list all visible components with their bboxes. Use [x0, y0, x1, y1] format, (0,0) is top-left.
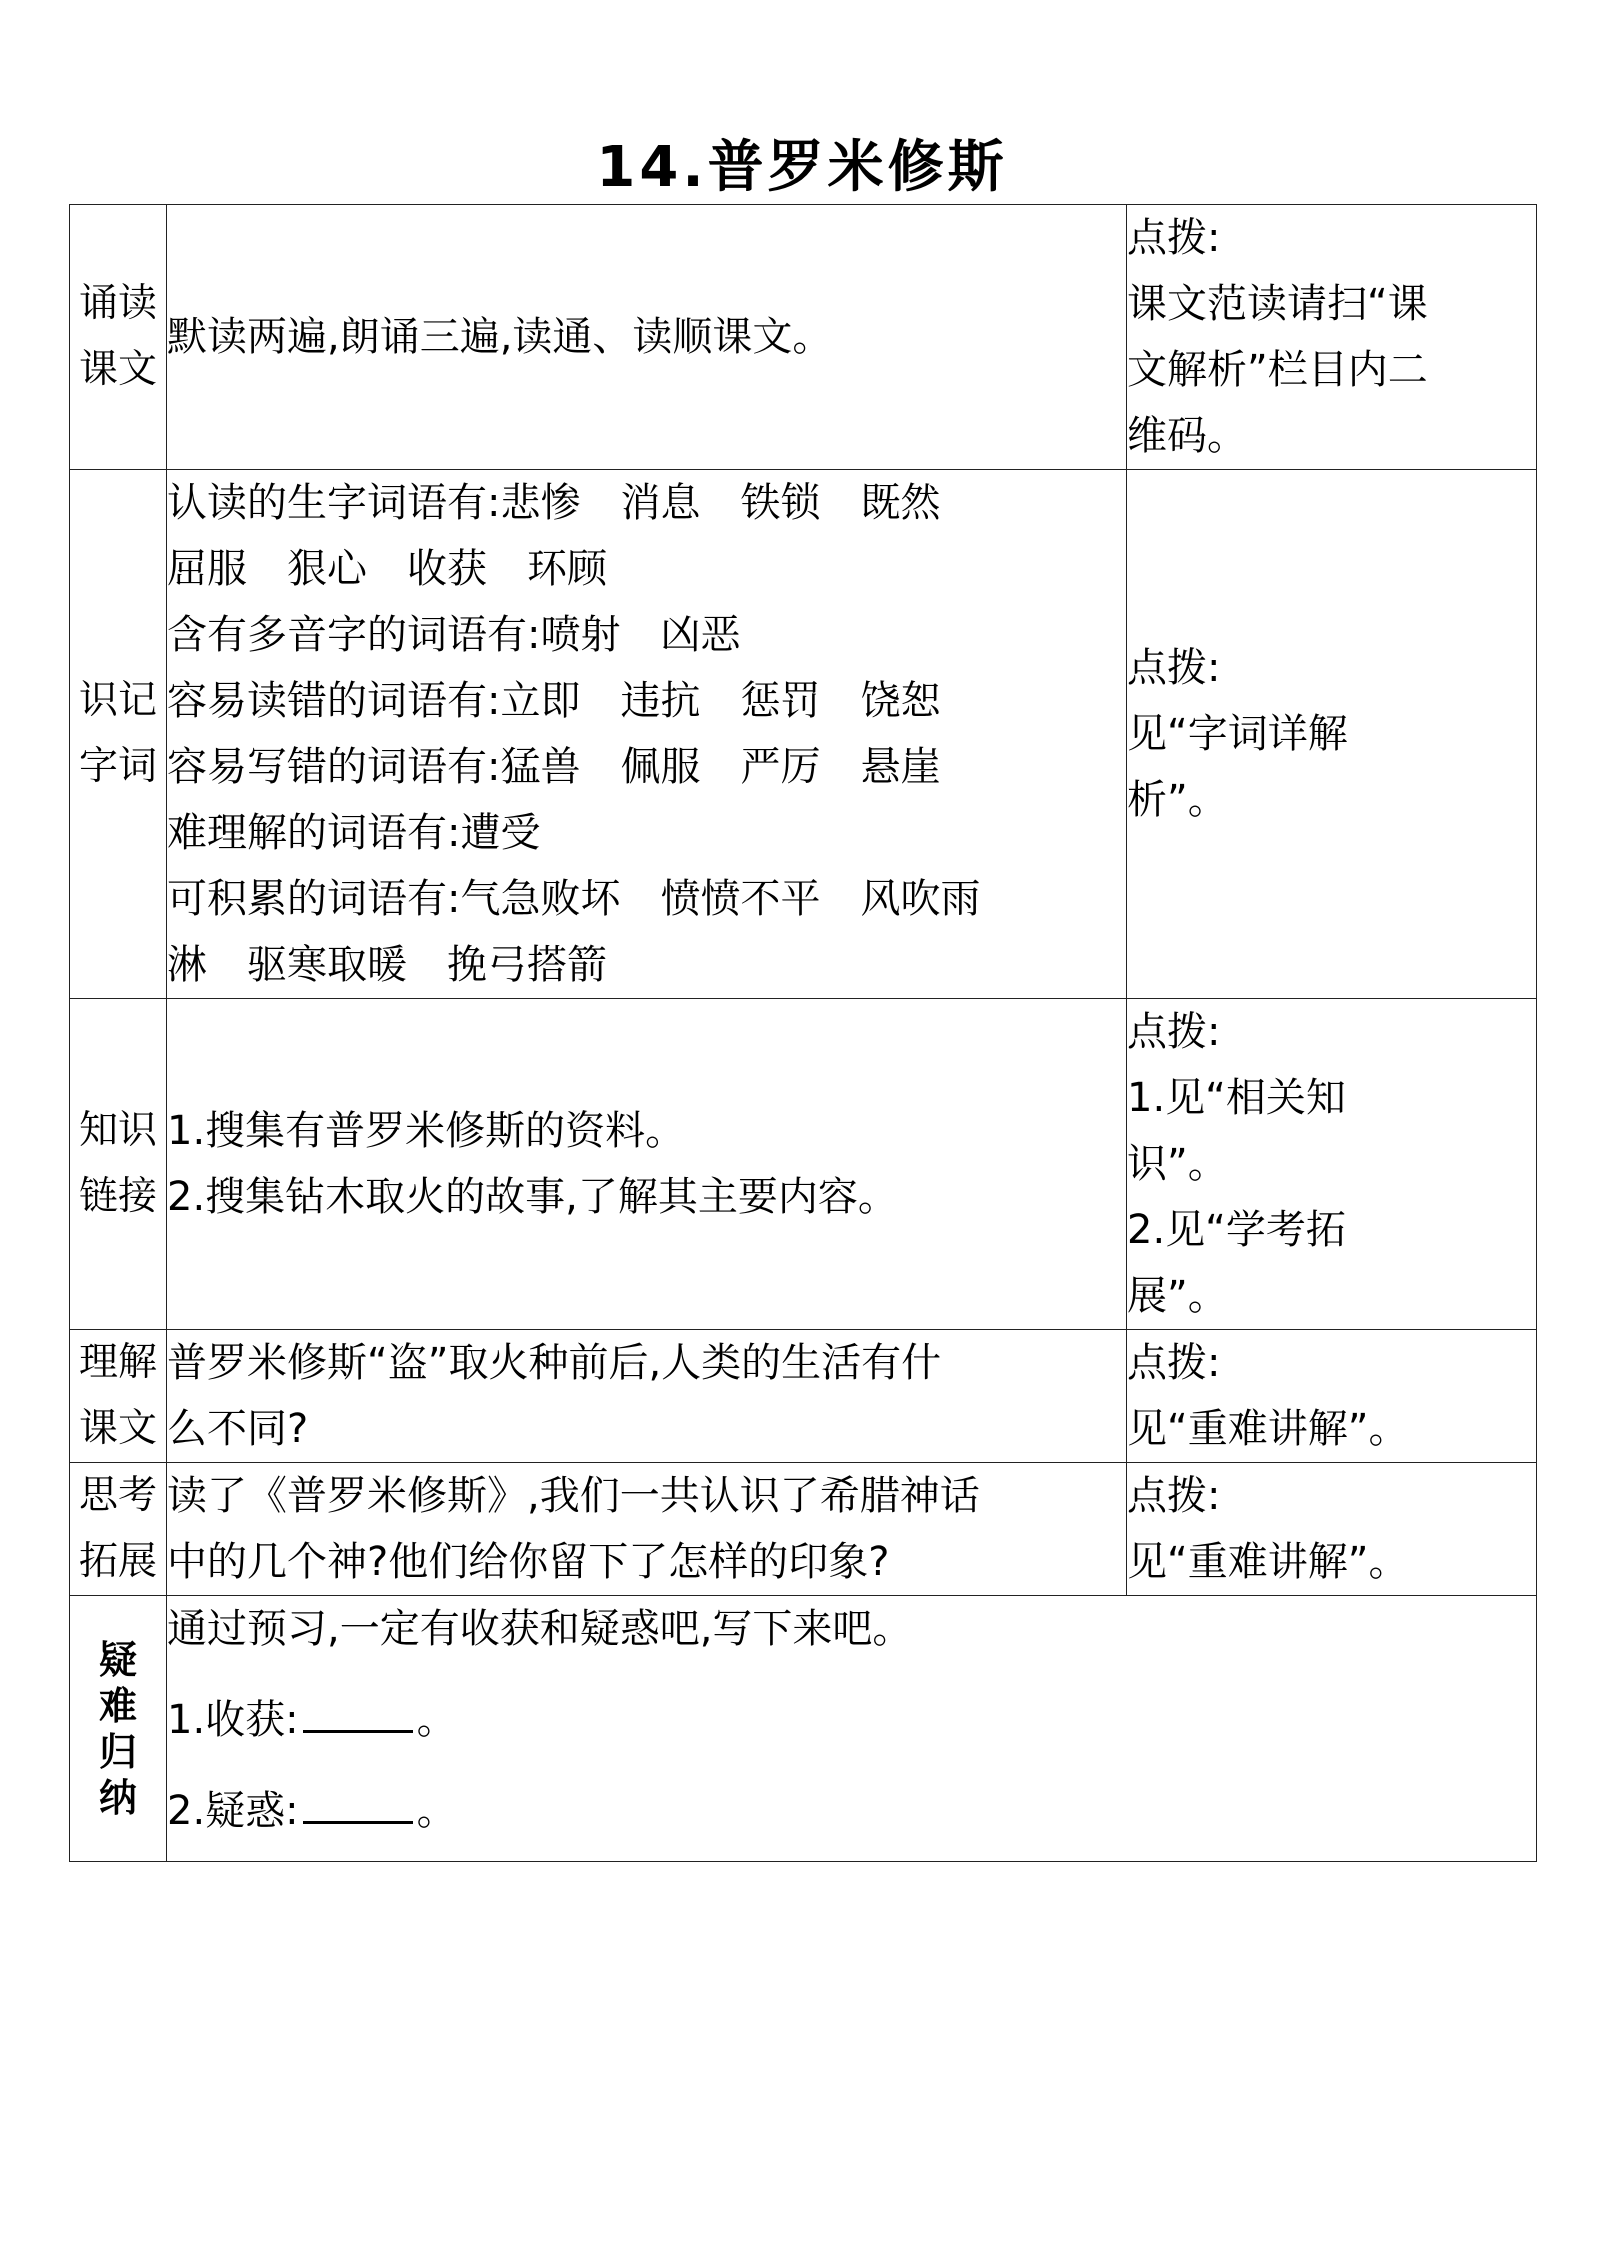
tip-heading: 点拨:	[1127, 645, 1221, 691]
tip-cell: 点拨: 1.见“相关知 识”。 2.见“学考拓 展”。	[1127, 999, 1537, 1330]
tip-cell: 点拨: 课文范读请扫“课 文解析”栏目内二 维码。	[1127, 205, 1537, 470]
doubt-line: 2.疑惑: 。	[167, 1773, 1536, 1844]
tip-cell: 点拨: 见“重难讲解”。	[1127, 1463, 1537, 1596]
row-label: 疑 难 归 纳	[70, 1596, 167, 1862]
row-content: 读了《普罗米修斯》,我们一共认识了希腊神话 中的几个神?他们给你留下了怎样的印象?	[167, 1463, 1127, 1596]
tip-heading: 点拨:	[1127, 1009, 1221, 1055]
row-label: 理解 课文	[70, 1330, 167, 1463]
tip-cell: 点拨: 见“字词详解 析”。	[1127, 470, 1537, 999]
preview-table	[69, 204, 1537, 1862]
doubt-blank[interactable]	[303, 1773, 413, 1824]
gain-blank[interactable]	[303, 1682, 413, 1733]
page-title: 14.普罗米修斯	[596, 135, 1008, 200]
table-row	[70, 205, 1537, 470]
row-label: 思考 拓展	[70, 1463, 167, 1596]
table-row	[70, 1463, 1537, 1596]
row-label: 诵读 课文	[70, 205, 167, 470]
table-row	[70, 999, 1537, 1330]
table-row	[70, 1330, 1537, 1463]
gain-line: 1.收获: 。	[167, 1682, 1536, 1753]
table-row	[70, 1596, 1537, 1862]
row-content: 1.搜集有普罗米修斯的资料。 2.搜集钻木取火的故事,了解其主要内容。	[167, 999, 1127, 1330]
tip-heading: 点拨:	[1127, 1340, 1221, 1386]
tip-cell: 点拨: 见“重难讲解”。	[1127, 1330, 1537, 1463]
row-label: 识记 字词	[70, 470, 167, 999]
tip-heading: 点拨:	[1127, 1473, 1221, 1519]
row-content: 普罗米修斯“盗”取火种前后,人类的生活有什 么不同?	[167, 1330, 1127, 1463]
row-content: 认读的生字词语有:悲惨 消息 铁锁 既然 屈服 狠心 收获 环顾 含有多音字的词语有:喷射 凶恶 容易读错的词语有:立即 违抗 惩罚 饶恕 容易写错的词语有:猛兽 佩服 严厉 悬崖 难理解的词语有:遭受 可积累的词语有:气急败坏 愤愤不平 风吹雨 淋 驱寒取暖 挽弓搭箭	[167, 470, 1127, 999]
table-row	[70, 470, 1537, 999]
summary-content: 通过预习,一定有收获和疑惑吧,写下来吧。 1.收获: 。 2.疑惑: 。	[167, 1596, 1537, 1862]
tip-heading: 点拨:	[1127, 215, 1221, 261]
row-content: 默读两遍,朗诵三遍,读通、读顺课文。	[167, 205, 1127, 470]
row-label: 知识 链接	[70, 999, 167, 1330]
